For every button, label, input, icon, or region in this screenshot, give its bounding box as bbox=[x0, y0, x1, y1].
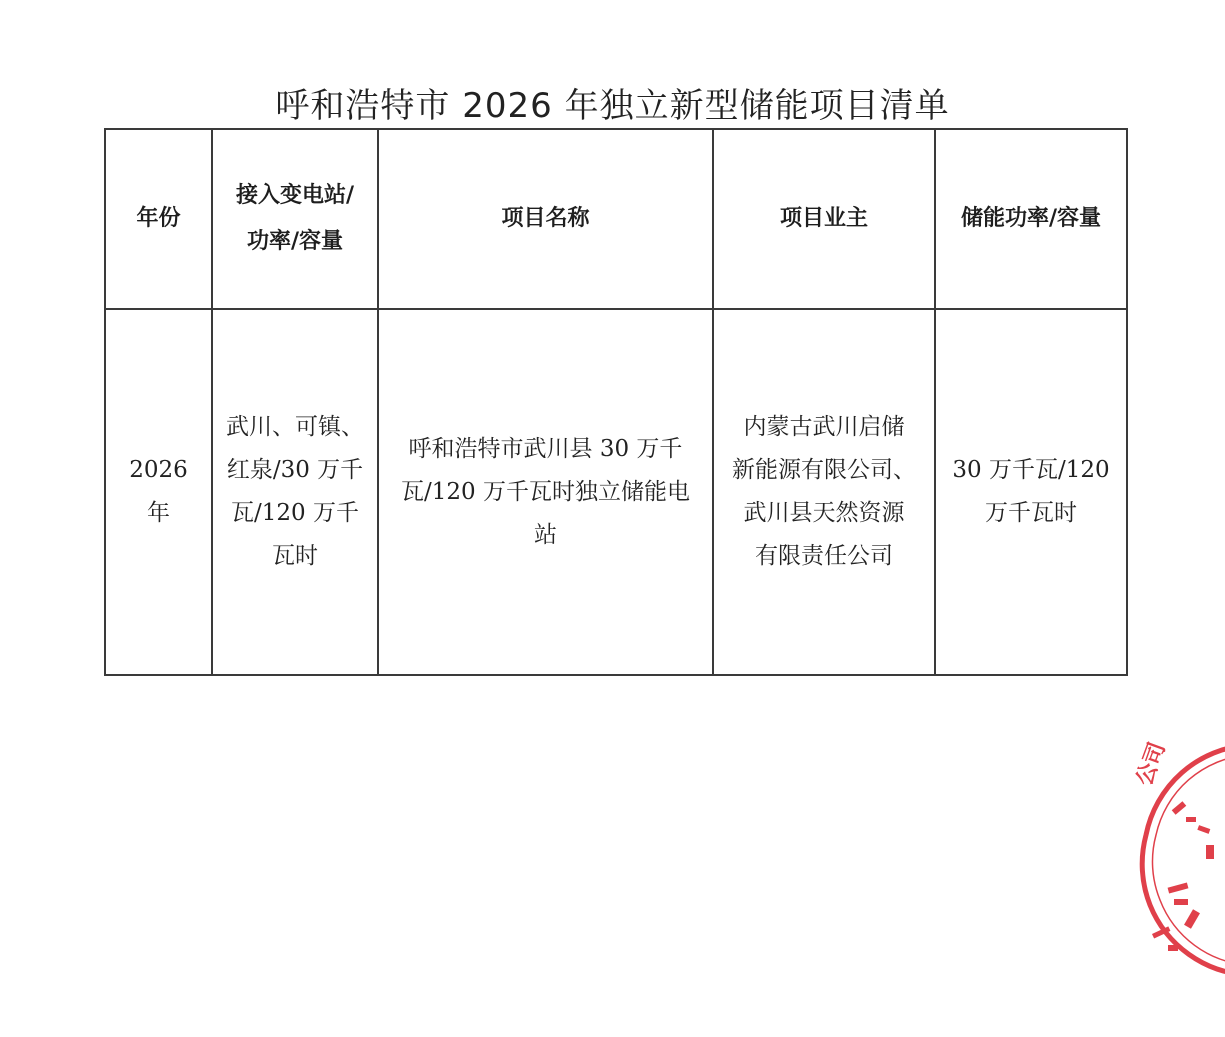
cell-year: 2026 年 bbox=[105, 309, 212, 675]
page-title: 呼和浩特市 2026 年独立新型储能项目清单 bbox=[275, 86, 950, 126]
header-row bbox=[105, 129, 1127, 309]
official-seal bbox=[1128, 735, 1225, 985]
cell-substation: 武川、可镇、 红泉/30 万千 瓦/120 万千 瓦时 bbox=[212, 309, 378, 675]
seal-text: 公司 bbox=[1131, 738, 1171, 790]
cell-storage-capacity: 30 万千瓦/120 万千瓦时 bbox=[935, 309, 1127, 675]
cell-project-owner: 内蒙古武川启储 新能源有限公司、 武川县天然资源 有限责任公司 bbox=[713, 309, 935, 675]
header-storage-capacity: 储能功率/容量 bbox=[935, 129, 1127, 309]
project-table bbox=[104, 128, 1128, 676]
header-project-owner: 项目业主 bbox=[713, 129, 935, 309]
table-row bbox=[105, 309, 1127, 675]
header-year: 年份 bbox=[105, 129, 212, 309]
cell-project-name: 呼和浩特市武川县 30 万千 瓦/120 万千瓦时独立储能电 站 bbox=[378, 309, 713, 675]
header-substation: 接入变电站/ 功率/容量 bbox=[212, 129, 378, 309]
header-project-name: 项目名称 bbox=[378, 129, 713, 309]
seal-glyphs bbox=[1152, 801, 1214, 951]
